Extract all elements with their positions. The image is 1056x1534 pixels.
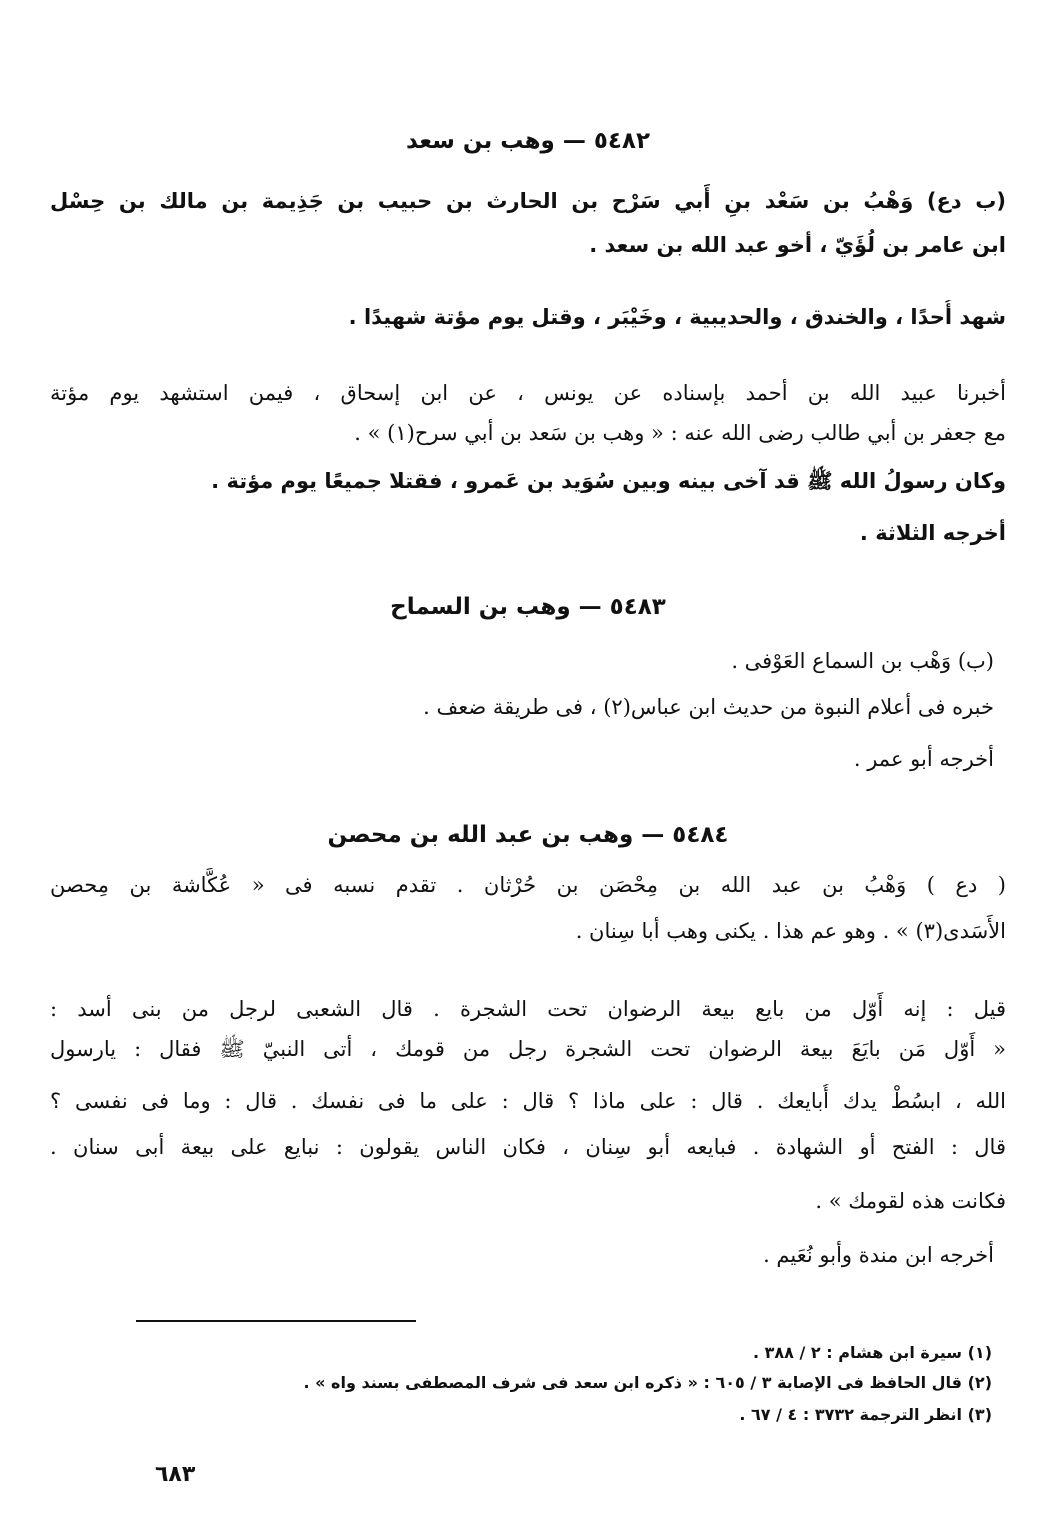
entry-5484-line-4: « أَوّل مَن بايَعَ بيعة الرضوان تحت الشجرة رجل من قومك ، أتى النبيّ ﷺ فقال : يارسول (50, 1037, 1006, 1061)
entry-title-5483: ٥٤٨٣ — وهب بن السماح (390, 594, 666, 620)
entry-5483-line-2: خبره فى أعلام النبوة من حديث ابن عباس(٢) ، فى طريقة ضعف . (423, 695, 994, 719)
entry-5483-line-1: (ب) وَهْب بن السماع العَوْفى . (731, 649, 994, 673)
entry-5482-line-7: أخرجه الثلاثة . (859, 521, 1006, 545)
footnote-divider (136, 1320, 416, 1322)
page-number: ٦٨٣ (155, 1462, 196, 1487)
entry-5484-line-6: قال : الفتح أو الشهادة . فبايعه أبو سِنان ، فكان الناس يقولون : نبايع على بيعة أبى سنان . (50, 1135, 1006, 1159)
entry-5484-line-3: قيل : إنه أَوّل من بايع بيعة الرضوان تحت الشجرة . قال الشعبى لرجل من بنى أسد : (50, 997, 1006, 1021)
entry-5482-line-2: ابن عامر بن لُؤَيّ ، أخو عبد الله بن سعد . (589, 233, 1006, 257)
entry-5482-line-3: شهد أُحدًا ، والخندق ، والحديبية ، وخَيْبَر ، وقتل يوم مؤتة شهيدًا . (348, 305, 1006, 329)
footnote-3: (٣) انظر الترجمة ٣٧٣٢ : ٤ / ٦٧ . (739, 1405, 992, 1424)
entry-5482-line-6: وكان رسولُ الله ﷺ قد آخى بينه وبين سُوَيد بن عَمرو ، فقتلا جميعًا يوم مؤتة . (211, 469, 1006, 493)
entry-title-5482: ٥٤٨٢ — وهب بن سعد (406, 128, 650, 154)
entry-5482-line-5: مع جعفر بن أبي طالب رضى الله عنه : « وهب بن سَعد بن أبي سرح(١) » . (354, 421, 1006, 445)
entry-title-5484: ٥٤٨٤ — وهب بن عبد الله بن محصن (327, 822, 729, 848)
entry-5484-line-2: الأَسَدى(٣) » . وهو عم هذا . يكنى وهب أبا سِنان . (575, 919, 1006, 943)
entry-5483-line-3: أخرجه أبو عمر . (853, 747, 994, 771)
entry-5484-line-8: أخرجه ابن مندة وأبو نُعَيم . (763, 1243, 994, 1267)
entry-5484-line-7: فكانت هذه لقومك » . (815, 1189, 1006, 1213)
entry-5484-line-1: ( دع ) وَهْبُ بن عبد الله بن مِحْصَن بن حُرْثان . تقدم نسبه فى « عُكَّاشة بن مِحصن (50, 873, 1006, 897)
footnote-2: (٢) قال الحافظ فى الإصابة ٣ / ٦٠٥ : « ذكره ابن سعد فى شرف المصطفى بسند واه » . (303, 1373, 992, 1392)
footnote-1: (١) سيرة ابن هشام : ٢ / ٣٨٨ . (752, 1343, 992, 1362)
entry-5484-line-5: الله ، ابسُطْ يدك أُبايعك . قال : على ماذا ؟ قال : على ما فى نفسك . قال : وما فى نفسى ؟ (50, 1089, 1006, 1113)
entry-5482-line-4: أخبرنا عبيد الله بن أحمد بإسناده عن يونس ، عن ابن إسحاق ، فيمن استشهد يوم مؤتة (50, 381, 1006, 405)
entry-5482-line-1: (ب دع) وَهْبُ بن سَعْد بنِ أَبي سَرْح بن الحارث بن حبيب بن جَذِيمة بن مالك بن حِسْل (50, 189, 1006, 213)
